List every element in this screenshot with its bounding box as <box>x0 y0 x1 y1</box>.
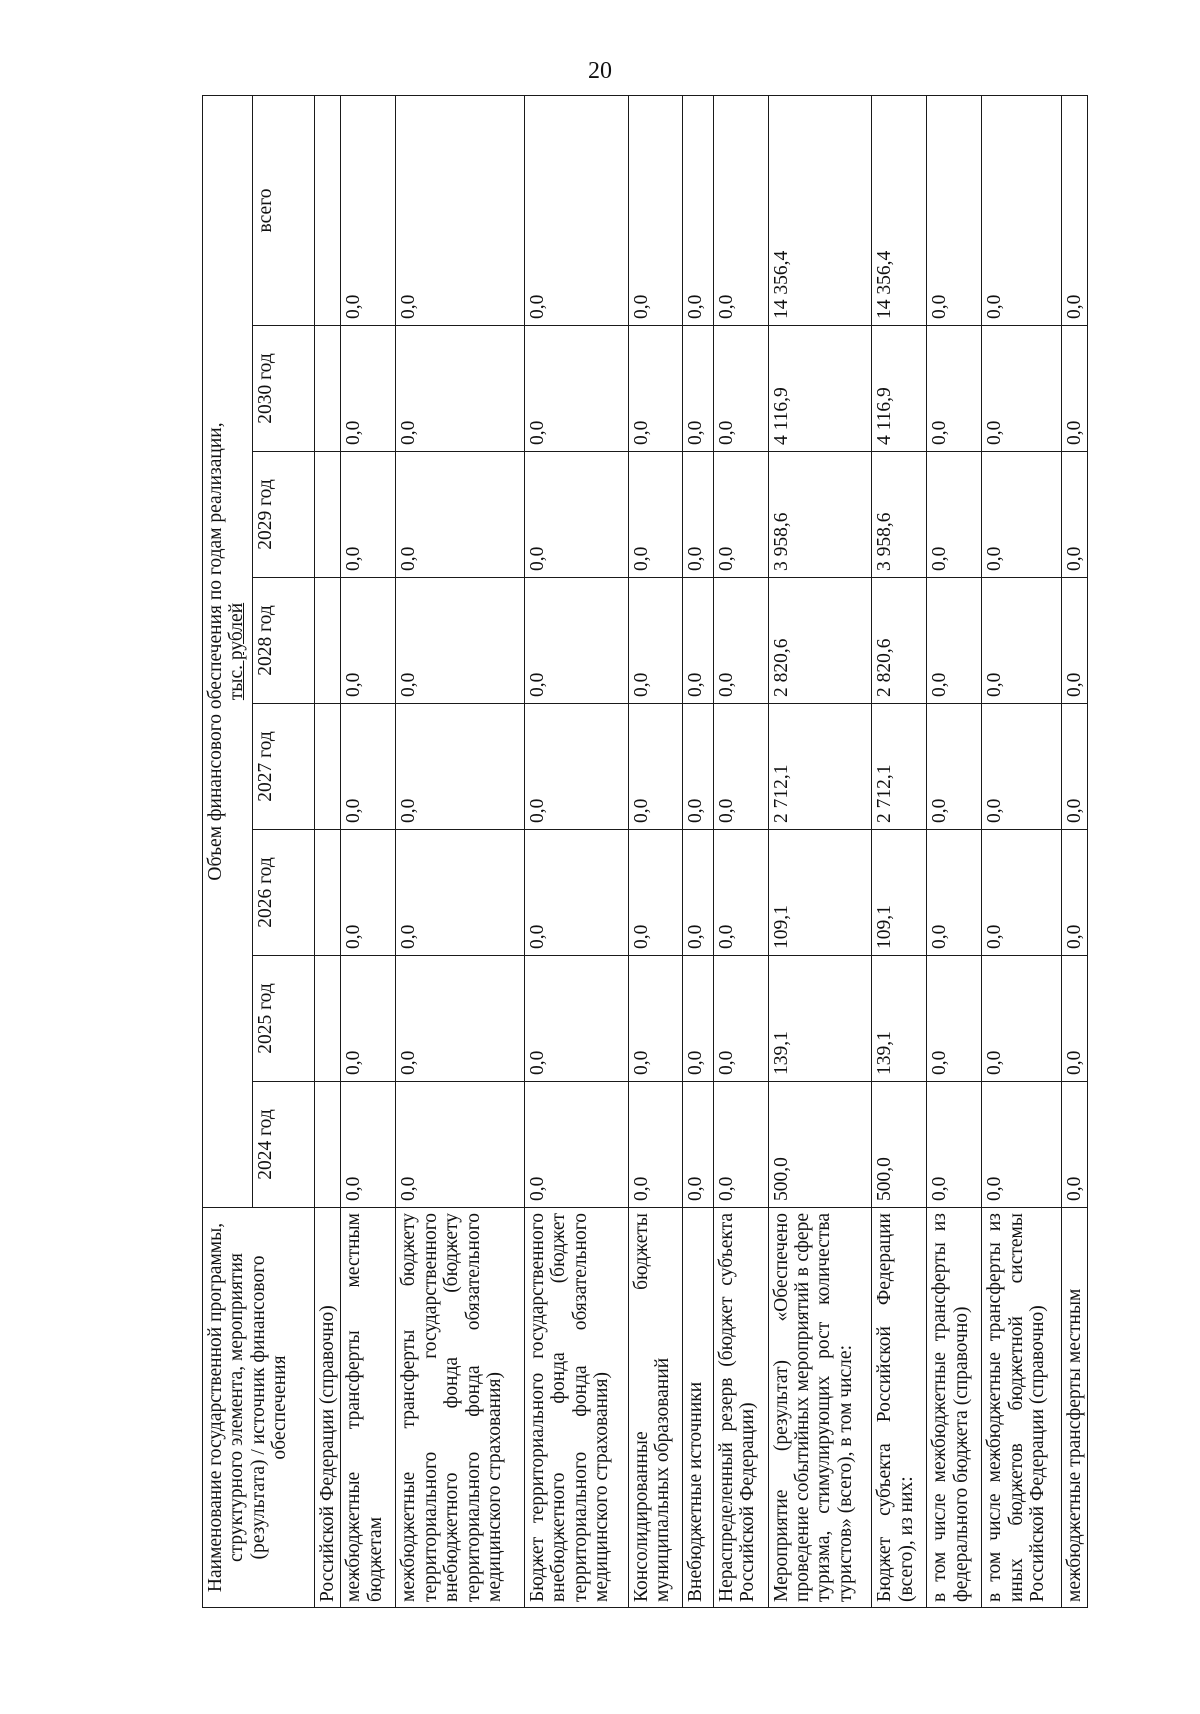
cell-value: 14 356,4 <box>768 95 872 325</box>
cell-value: 0,0 <box>524 578 628 704</box>
row-name: в том числе межбюджетные трансферты из федерального бюджета (справочно) <box>927 1208 982 1608</box>
cell-value: 0,0 <box>1061 95 1087 325</box>
cell-value: 0,0 <box>341 578 396 704</box>
cell-value: 0,0 <box>713 704 768 830</box>
cell-value: 0,0 <box>396 95 524 325</box>
header-total: всего <box>253 95 315 325</box>
cell-value: 0,0 <box>341 326 396 452</box>
cell-value <box>315 452 341 578</box>
cell-value: 0,0 <box>927 830 982 956</box>
cell-value: 0,0 <box>683 578 713 704</box>
cell-value: 0,0 <box>927 956 982 1082</box>
cell-value: 0,0 <box>713 95 768 325</box>
cell-value: 3 958,6 <box>768 452 872 578</box>
table-row <box>524 95 628 1607</box>
cell-value: 0,0 <box>524 452 628 578</box>
cell-value: 0,0 <box>396 452 524 578</box>
cell-value: 0,0 <box>927 326 982 452</box>
page-number: 20 <box>588 58 612 84</box>
cell-value: 0,0 <box>982 578 1061 704</box>
row-name: Нераспределенный резерв (бюджет субъекта Российской Федерации) <box>713 1208 768 1608</box>
cell-value: 139,1 <box>872 956 927 1082</box>
cell-value: 2 820,6 <box>768 578 872 704</box>
cell-value: 109,1 <box>768 830 872 956</box>
header-year: 2026 год <box>253 830 315 956</box>
cell-value: 0,0 <box>524 830 628 956</box>
row-name: в том числе межбюджетные трансферты из иных бюджетов бюджетной системы Российской Федерации (справочно) <box>982 1208 1061 1608</box>
rotated-table-container <box>202 96 1088 1608</box>
cell-value: 0,0 <box>524 956 628 1082</box>
cell-value: 0,0 <box>396 578 524 704</box>
cell-value: 0,0 <box>683 956 713 1082</box>
cell-value: 0,0 <box>927 452 982 578</box>
cell-value <box>315 578 341 704</box>
cell-value: 3 958,6 <box>872 452 927 578</box>
cell-value: 0,0 <box>341 1082 396 1208</box>
cell-value: 0,0 <box>1061 326 1087 452</box>
cell-value: 0,0 <box>713 1082 768 1208</box>
cell-value: 0,0 <box>1061 956 1087 1082</box>
cell-value: 0,0 <box>1061 704 1087 830</box>
cell-value: 0,0 <box>628 95 683 325</box>
financing-table <box>202 95 1088 1608</box>
cell-value: 0,0 <box>713 578 768 704</box>
cell-value: 0,0 <box>713 956 768 1082</box>
row-name: межбюджетные трансферты местным бюджетам <box>341 1208 396 1608</box>
cell-value: 0,0 <box>927 95 982 325</box>
cell-value: 0,0 <box>927 704 982 830</box>
cell-value: 0,0 <box>683 1082 713 1208</box>
cell-value: 139,1 <box>768 956 872 1082</box>
table-row <box>315 95 341 1607</box>
header-group-title: Объем финансового обеспечения по годам реализации, <box>205 422 226 881</box>
table-row <box>713 95 768 1607</box>
table-row <box>628 95 683 1607</box>
row-name: межбюджетные трансферты бюджету территориального государственного внебюджетного фонда (бюджету территориального фонда обязательного медицинского страхования) <box>396 1208 524 1608</box>
cell-value <box>315 95 341 325</box>
cell-value: 0,0 <box>713 326 768 452</box>
cell-value: 0,0 <box>927 578 982 704</box>
cell-value: 14 356,4 <box>872 95 927 325</box>
cell-value <box>315 326 341 452</box>
cell-value: 2 712,1 <box>872 704 927 830</box>
table-row <box>982 95 1061 1607</box>
header-year: 2025 год <box>253 956 315 1082</box>
cell-value: 0,0 <box>982 326 1061 452</box>
cell-value: 0,0 <box>628 704 683 830</box>
header-year: 2029 год <box>253 452 315 578</box>
cell-value: 109,1 <box>872 830 927 956</box>
row-name: межбюджетные трансферты местным <box>1061 1208 1087 1608</box>
cell-value: 0,0 <box>1061 830 1087 956</box>
cell-value: 0,0 <box>1061 578 1087 704</box>
row-name: Бюджет субъекта Российской Федерации (всего), из них: <box>872 1208 927 1608</box>
cell-value: 0,0 <box>396 704 524 830</box>
cell-value: 0,0 <box>341 956 396 1082</box>
header-year: 2024 год <box>253 1082 315 1208</box>
cell-value <box>315 704 341 830</box>
header-year: 2028 год <box>253 578 315 704</box>
cell-value: 0,0 <box>524 1082 628 1208</box>
header-group-unit: тыс. рублей <box>226 602 248 701</box>
header-year: 2027 год <box>253 704 315 830</box>
table-row <box>927 95 982 1607</box>
cell-value: 0,0 <box>396 326 524 452</box>
table-row <box>768 95 872 1607</box>
cell-value: 0,0 <box>341 452 396 578</box>
header-year: 2030 год <box>253 326 315 452</box>
cell-value: 0,0 <box>396 830 524 956</box>
cell-value: 2 820,6 <box>872 578 927 704</box>
cell-value: 0,0 <box>628 956 683 1082</box>
cell-value: 0,0 <box>713 830 768 956</box>
cell-value: 0,0 <box>628 326 683 452</box>
cell-value: 0,0 <box>341 830 396 956</box>
cell-value: 0,0 <box>683 452 713 578</box>
cell-value: 500,0 <box>768 1082 872 1208</box>
cell-value: 0,0 <box>683 326 713 452</box>
cell-value: 4 116,9 <box>768 326 872 452</box>
row-name: Мероприятие (результат) «Обеспечено проведение событийных мероприятий в сфере туризма, стимулирующих рост количества туристов» (всего), в том числе: <box>768 1208 872 1608</box>
cell-value: 2 712,1 <box>768 704 872 830</box>
table-row <box>341 95 396 1607</box>
cell-value: 0,0 <box>982 830 1061 956</box>
cell-value: 0,0 <box>683 830 713 956</box>
table-row <box>1061 95 1087 1607</box>
cell-value: 0,0 <box>683 95 713 325</box>
cell-value: 0,0 <box>628 830 683 956</box>
row-name: Бюджет территориального государственного внебюджетного фонда (бюджет территориального фонда обязательного медицинского страхования) <box>524 1208 628 1608</box>
cell-value: 0,0 <box>1061 1082 1087 1208</box>
table-row <box>396 95 524 1607</box>
cell-value: 0,0 <box>628 452 683 578</box>
cell-value: 500,0 <box>872 1082 927 1208</box>
cell-value: 0,0 <box>524 95 628 325</box>
cell-value: 0,0 <box>982 956 1061 1082</box>
cell-value: 0,0 <box>341 95 396 325</box>
cell-value <box>315 830 341 956</box>
cell-value: 0,0 <box>396 1082 524 1208</box>
cell-value: 0,0 <box>982 95 1061 325</box>
header-financing-group <box>203 95 253 1207</box>
cell-value: 0,0 <box>1061 452 1087 578</box>
row-name: Российской Федерации (справочно) <box>315 1208 341 1608</box>
cell-value: 0,0 <box>927 1082 982 1208</box>
row-name: Внебюджетные источники <box>683 1208 713 1608</box>
cell-value: 0,0 <box>683 704 713 830</box>
cell-value: 0,0 <box>628 1082 683 1208</box>
cell-value <box>315 956 341 1082</box>
cell-value: 0,0 <box>713 452 768 578</box>
table-row <box>872 95 927 1607</box>
cell-value: 0,0 <box>628 578 683 704</box>
table-row <box>683 95 713 1607</box>
cell-value: 4 116,9 <box>872 326 927 452</box>
cell-value: 0,0 <box>341 704 396 830</box>
cell-value: 0,0 <box>982 704 1061 830</box>
row-name: Консолидированные бюджеты муниципальных образований <box>628 1208 683 1608</box>
cell-value: 0,0 <box>982 452 1061 578</box>
cell-value: 0,0 <box>524 704 628 830</box>
cell-value: 0,0 <box>982 1082 1061 1208</box>
cell-value <box>315 1082 341 1208</box>
header-name-column: Наименование государственной программы, структурного элемента, мероприятия (результата) / источник финансового обеспечения <box>203 1208 315 1608</box>
cell-value: 0,0 <box>396 956 524 1082</box>
cell-value: 0,0 <box>524 326 628 452</box>
